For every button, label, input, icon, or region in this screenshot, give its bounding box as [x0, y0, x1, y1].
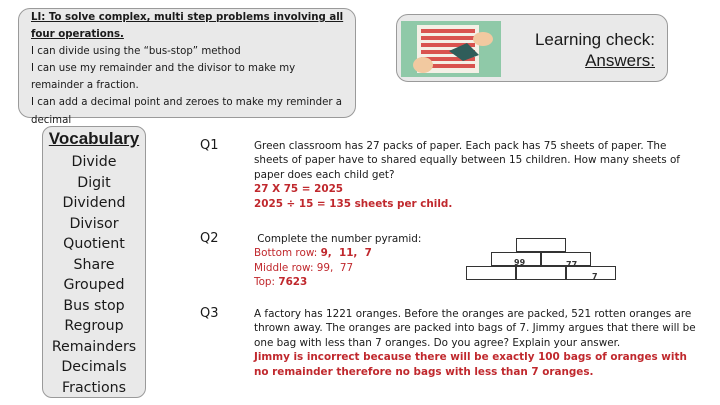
top-value: 7623: [278, 276, 308, 289]
vocab-item: Fractions: [61, 379, 127, 396]
question-1-label: Q1: [200, 138, 219, 153]
question-2-text: Complete the number pyramid:: [254, 233, 422, 245]
top-label: Top:: [254, 276, 279, 289]
vocab-item: Regroup: [64, 318, 124, 334]
number-pyramid: [466, 238, 616, 286]
success-criterion-1: I can divide using the “bus-stop” method: [31, 46, 241, 58]
vocab-item: Decimals: [61, 359, 127, 375]
pyramid-bottom-cell-middle: [516, 266, 566, 280]
vocabulary-title: Vocabulary: [48, 129, 140, 148]
success-criterion-3: I can add a decimal point and zeroes to make my reminder a decimal: [31, 97, 343, 126]
pyramid-bottom-cell-left: [466, 266, 516, 280]
vocab-item: Digit: [77, 174, 111, 191]
bottom-row-label: Bottom row:: [254, 247, 321, 260]
question-1-text: Green classroom has 27 packs of paper. Each pack has 75 sheets of paper. The sheets of paper have to shared equally between 15 children. How many sheets of paper does each child get?: [254, 140, 680, 181]
question-1-answer-line-2: 2025 ÷ 15 = 135 sheets per child.: [254, 197, 453, 210]
question-3: [254, 307, 696, 379]
vocab-item: Bus stop: [63, 297, 125, 314]
bottom-row-values: 9, 11, 7: [320, 247, 372, 260]
vocab-item: Divisor: [69, 215, 119, 232]
question-2-middle-row: Middle row: 99, 77: [254, 261, 354, 274]
pyramid-middle-left-value: 99: [514, 258, 526, 267]
learning-check-title: Learning check:: [534, 30, 655, 49]
pyramid-bottom-right-value: 7: [592, 272, 598, 281]
vocab-item: Divide: [71, 154, 117, 170]
vocab-item: Remainders: [51, 338, 137, 355]
question-2-top: [254, 275, 464, 289]
pyramid-top-cell: [516, 238, 566, 252]
question-3-label: Q3: [200, 306, 219, 321]
vocabulary-panel: [42, 126, 146, 398]
vocab-item: Grouped: [63, 277, 125, 293]
question-2: [254, 232, 464, 290]
question-1: [254, 139, 696, 211]
question-2-bottom-row: [254, 246, 464, 260]
answers-heading: Answers:: [585, 51, 655, 70]
question-1-answer-line-1: 27 X 75 = 2025: [254, 183, 344, 196]
paper-stacks-illustration-icon: [401, 21, 501, 77]
learning-intention-box: [18, 8, 356, 126]
vocab-item: Quotient: [63, 236, 125, 252]
success-criterion-2: I can use my remainder and the divisor to make my remainder a fraction.: [31, 63, 296, 92]
learning-check-box: [396, 14, 668, 82]
vocab-item: Dividend: [62, 195, 126, 211]
learning-intention-title: LI: To solve complex, multi step problems involving all four operations.: [31, 12, 344, 41]
vocabulary-list: [43, 152, 145, 398]
question-3-answer: Jimmy is incorrect because there will be exactly 100 bags of oranges with no remainder therefore no bags with less than 7 oranges.: [254, 351, 687, 378]
question-3-text: A factory has 1221 oranges. Before the oranges are packed, 521 rotten oranges are thrown away. The oranges are packed into bags of 7. Jimmy argues that there will be one bag with less than 7 oranges. Do you agree? Explain your answer.: [254, 308, 696, 349]
question-2-label: Q2: [200, 231, 219, 246]
pyramid-middle-right-value: 77: [566, 260, 578, 269]
learning-check-heading: [535, 29, 655, 71]
vocab-item: Share: [73, 256, 115, 273]
